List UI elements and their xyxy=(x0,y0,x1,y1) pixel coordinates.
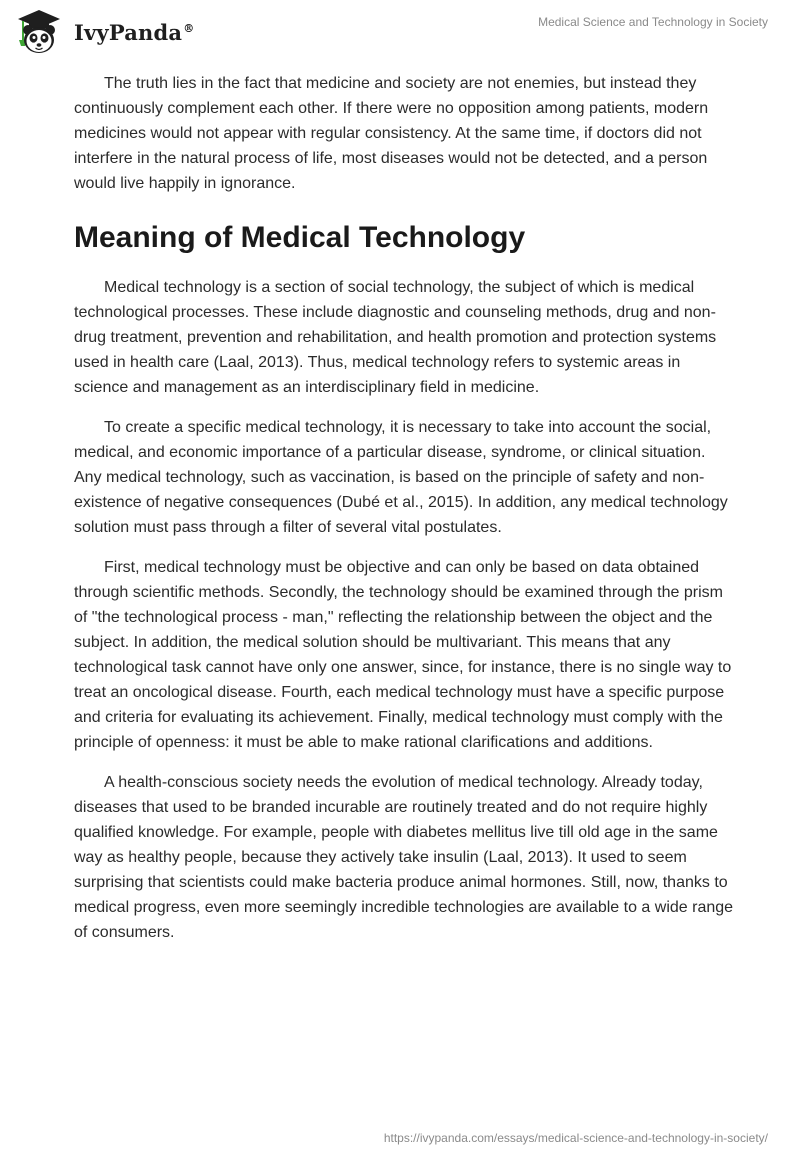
brand-logo[interactable] xyxy=(14,8,214,56)
body-paragraph: Medical technology is a section of social technology, the subject of which is medical technological processes. These include diagnostic and counseling methods, drug and non-drug treatment, prevention and rehabilitation, and health promotion and protection systems used in health care (Laal, 2013). Thus, medical technology refers to systemic areas in science and management as an interdisciplinary field in medicine. xyxy=(74,279,717,396)
body-paragraph: A health-conscious society needs the evolution of medical technology. Already today, diseases that used to be branded incurable are routinely treated and do not require highly qualified knowledge. For example, people with diabetes mellitus live till old age in the same way as healthy people, because they actively take insulin (Laal, 2013). It used to seem surprising that scientists could make bacteria produce animal hormones. Still, now, thanks to medical progress, even more seemingly incredible technologies are available to a wide range of consumers. xyxy=(74,774,734,941)
panda-logo-icon xyxy=(14,8,64,56)
essay-content xyxy=(74,71,734,960)
registered-mark: ® xyxy=(183,21,195,35)
intro-paragraph: The truth lies in the fact that medicine and society are not enemies, but instead they continuously complement each other. If there were no opposition among patients, modern medicines would not appear with regular consistency. At the same time, if doctors did not interfere in the natural process of life, most diseases would not be detected, and a person would live happily in ignorance. xyxy=(74,75,709,192)
body-paragraph: To create a specific medical technology, it is necessary to take into account the social, medical, and economic importance of a particular disease, syndrome, or clinical situation. Any medical technology, such as vaccination, is based on the principle of safety and non-existence of negative consequences (Dubé et al., 2015). In addition, any medical technology solution must pass through a filter of several vital postulates. xyxy=(74,419,728,536)
page-header xyxy=(0,0,800,64)
brand-name: IvyPanda® xyxy=(74,19,195,45)
document-title: Medical Science and Technology in Society xyxy=(538,15,768,29)
source-url[interactable]: https://ivypanda.com/essays/medical-science-and-technology-in-society/ xyxy=(383,1131,768,1145)
body-paragraph: First, medical technology must be objective and can only be based on data obtained through scientific methods. Secondly, the technology should be examined through the prism of "the technological process - man," reflecting the relationship between the object and the subject. In addition, the medical solution should be multivariant. This means that any technological task cannot have only one answer, since, for instance, there is no single way to treat an oncological disease. Fourth, each medical technology must have a specific purpose and criteria for evaluating its achievement. Finally, medical technology must comply with the principle of openness: it must be able to make rational clarifications and additions. xyxy=(74,559,732,751)
section-heading: Meaning of Medical Technology xyxy=(74,221,526,254)
